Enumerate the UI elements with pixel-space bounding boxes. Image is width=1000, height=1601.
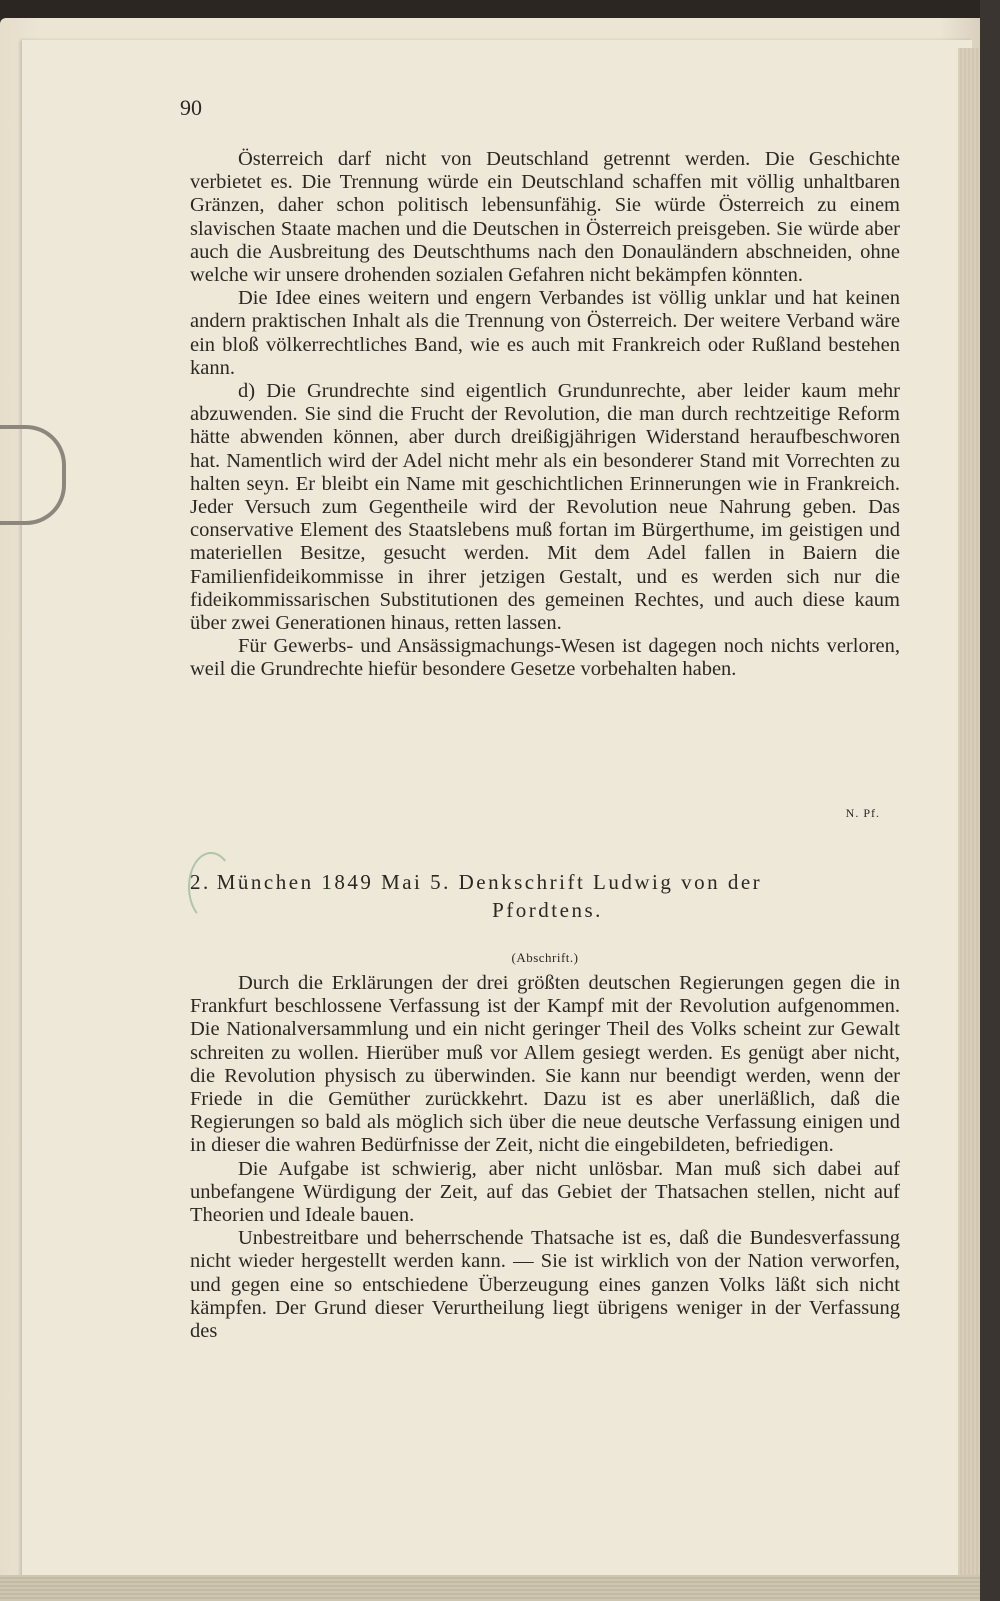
section1-paragraph-3: d) Die Grundrechte sind eigentlich Grundunrechte, aber leider kaum mehr abzuwenden. Sie sind die Frucht der Revolution, die man durch rechtzeitige Reform hätte abwenden können, aber durch dreißigjährigen Widerstand heraufbeschworen hat. Namentlich wird der Adel nicht mehr als ein besonderer Stand mit Vorrechten zu halten seyn. Er bleibt ein Name mit geschichtlichen Erinnerungen wie in Frankreich. Jeder Versuch zum Gegentheile wird der Revolution neue Nahrung geben. Das conservative Element des Staatslebens muß fortan im Bürgerthume, im geistigen und materiellen Besitze, gesucht werden. Mit dem Adel fallen in Baiern die Familienfideikommisse in ihrer jetzigen Gestalt, und es werden sich nur die fideikommissarischen Substitutionen des gemeinen Rechtes, und auch diese kaum über zwei Generationen hinaus, retten lassen. — [190, 380, 900, 635]
section2-paragraph-3: Unbestreitbare und beherrschende Thatsache ist es, daß die Bundesverfassung nicht wieder hergestellt werden kann. — Sie ist wirklich von der Nation verworfen, und gegen eine so entschiedene Überzeugung eines ganzen Volks läßt sich nicht kämpfen. Der Grund dieser Verurtheilung liegt übrigens weniger in der Verfassung des — [190, 1227, 900, 1343]
section2-paragraph-2: Die Aufgabe ist schwierig, aber nicht unlösbar. Man muß sich dabei auf unbefangene Würdigung der Zeit, auf das Gebiet der Thatsachen stellen, nicht auf Theorien und Ideale bauen. — [190, 1157, 900, 1227]
section1-paragraph-4: Für Gewerbs- und Ansässigmachungs-Wesen ist dagegen noch nichts verloren, weil die Grundrechte hiefür besondere Gesetze vorbehalten haben. — [190, 635, 900, 681]
section2-text — [190, 972, 900, 1343]
book-bottom-edge — [0, 1575, 980, 1601]
section2-heading-line1: München 1849 Mai 5. Denkschrift Ludwig von der — [216, 870, 763, 894]
page-edges — [958, 48, 980, 1598]
copy-note: (Abschrift.) — [511, 950, 579, 965]
section1-paragraph-1: Österreich darf nicht von Deutschland getrennt werden. Die Geschichte verbietet es. Die Trennung würde ein Deutschland schaffen mit völlig unhaltbaren Gränzen, daher schon politisch lebensunfähig. Sie würde Österreich zu einem slavischen Staate machen und die Deutschen in Österreich preisgeben. Sie würde aber auch die Ausbreitung des Deutschthums nach den Donauländern abschneiden, ohne welche wir unsere drohenden sozialen Gefahren nicht bekämpfen könnten. — [190, 148, 900, 287]
section1-text — [190, 148, 900, 682]
section2-number: 2. — [190, 870, 211, 894]
section2-paragraph-1: Durch die Erklärungen der drei größten deutschen Regierungen gegen die in Frankfurt beschlossene Verfassung ist der Kampf mit der Revolution aufgenommen. Die Nationalversammlung und ein nicht geringer Theil des Volks scheint zur Gewalt schreiten zu wollen. Hierüber muß vor Allem gesiegt werden. Es genügt aber nicht, die Revolution physisch zu überwinden. Sie kann nur beendigt werden, wenn der Friede in die Gemüther zurückkehrt. Dazu ist es aber unerläßlich, daß die Regierungen so bald als möglich sich über die neue deutsche Verfassung einigen und in dieser die wahren Bedürfnisse der Zeit, nicht die eingebildeten, befriedigen. — [190, 972, 900, 1157]
section2-heading — [190, 868, 905, 924]
section2-heading-line2: Pfordtens. — [492, 898, 603, 922]
page-number: 90 — [180, 95, 202, 120]
page-clip — [0, 425, 66, 525]
book-right-edge — [980, 0, 1000, 1601]
section1-paragraph-2: Die Idee eines weitern und engern Verbandes ist völlig unklar und hat keinen andern praktischen Inhalt als die Trennung von Österreich. Der weitere Verband wäre ein bloß völkerrechtliches Band, wie es auch mit Frankreich oder Rußland bestehen kann. — [190, 287, 900, 379]
book-top-edge — [0, 0, 1000, 18]
signature-initials: N. Pf. — [845, 806, 880, 820]
